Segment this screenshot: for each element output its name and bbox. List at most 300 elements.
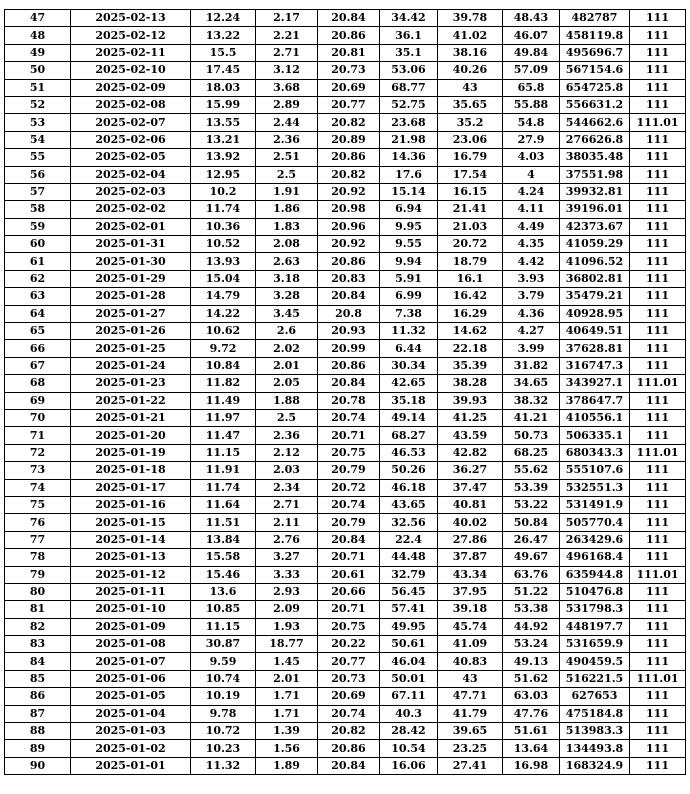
table-cell: 513983.3 [560,723,630,740]
table-cell: 41.09 [438,636,503,653]
table-cell: 44.92 [503,618,560,635]
table-cell: 41059.29 [560,236,630,253]
table-cell: 90 [5,757,71,774]
table-cell: 2025-01-05 [71,688,191,705]
table-cell: 111 [630,392,686,409]
table-cell: 14.79 [191,288,256,305]
table-cell: 10.2 [191,183,256,200]
table-cell: 42.65 [380,375,438,392]
table-cell: 111.01 [630,444,686,461]
table-cell: 84 [5,653,71,670]
table-cell: 2025-01-23 [71,375,191,392]
table-cell: 9.95 [380,218,438,235]
table-cell: 63.76 [503,566,560,583]
table-cell: 111 [630,253,686,270]
table-cell: 57.41 [380,601,438,618]
table-cell: 111 [630,583,686,600]
table-cell: 31.82 [503,357,560,374]
table-cell: 11.64 [191,496,256,513]
table-cell: 53.24 [503,636,560,653]
table-cell: 4.36 [503,305,560,322]
table-cell: 53.38 [503,601,560,618]
data-table-container [4,9,685,775]
table-row [5,653,686,670]
table-cell: 39.93 [438,392,503,409]
table-cell: 1.89 [256,757,318,774]
table-cell: 16.29 [438,305,503,322]
table-cell: 39932.81 [560,183,630,200]
table-cell: 47.76 [503,705,560,722]
table-cell: 41.02 [438,27,503,44]
table-cell: 20.79 [318,514,380,531]
table-cell: 41.25 [438,409,503,426]
table-cell: 10.52 [191,236,256,253]
table-cell: 111 [630,601,686,618]
table-cell: 34.42 [380,10,438,27]
table-row [5,10,686,27]
table-cell: 48.43 [503,10,560,27]
table-cell: 20.86 [318,357,380,374]
table-cell: 2.5 [256,166,318,183]
table-cell: 20.71 [318,427,380,444]
table-cell: 32.79 [380,566,438,583]
table-cell: 43.59 [438,427,503,444]
table-cell: 627653 [560,688,630,705]
table-row [5,149,686,166]
table-cell: 2.21 [256,27,318,44]
table-cell: 10.23 [191,740,256,757]
table-cell: 111 [630,44,686,61]
table-cell: 45.74 [438,618,503,635]
table-cell: 111.01 [630,566,686,583]
table-cell: 56 [5,166,71,183]
table-cell: 567154.6 [560,62,630,79]
table-cell: 20.61 [318,566,380,583]
table-cell: 40928.95 [560,305,630,322]
table-cell: 13.6 [191,583,256,600]
table-cell: 2025-02-10 [71,62,191,79]
table-cell: 2025-01-21 [71,409,191,426]
table-cell: 263429.6 [560,531,630,548]
table-cell: 4.35 [503,236,560,253]
table-cell: 506335.1 [560,427,630,444]
table-cell: 111 [630,323,686,340]
table-cell: 1.45 [256,653,318,670]
table-cell: 2025-01-16 [71,496,191,513]
table-cell: 34.65 [503,375,560,392]
table-cell: 46.53 [380,444,438,461]
table-cell: 2.93 [256,583,318,600]
table-cell: 28.42 [380,723,438,740]
table-cell: 40.83 [438,653,503,670]
table-cell: 15.14 [380,183,438,200]
table-cell: 85 [5,670,71,687]
table-cell: 111 [630,549,686,566]
table-row [5,740,686,757]
table-cell: 531491.9 [560,496,630,513]
table-cell: 2025-02-08 [71,96,191,113]
table-cell: 49 [5,44,71,61]
table-cell: 3.68 [256,79,318,96]
table-cell: 35479.21 [560,288,630,305]
table-cell: 50.84 [503,514,560,531]
table-row [5,479,686,496]
table-cell: 20.73 [318,62,380,79]
table-cell: 50 [5,62,71,79]
table-cell: 11.15 [191,444,256,461]
table-cell: 2.02 [256,340,318,357]
table-cell: 10.84 [191,357,256,374]
table-cell: 2025-02-01 [71,218,191,235]
table-cell: 22.4 [380,531,438,548]
table-cell: 111.01 [630,670,686,687]
table-cell: 87 [5,705,71,722]
table-cell: 15.46 [191,566,256,583]
table-cell: 82 [5,618,71,635]
table-cell: 2025-01-20 [71,427,191,444]
table-cell: 2025-01-22 [71,392,191,409]
table-cell: 10.85 [191,601,256,618]
table-row [5,670,686,687]
table-cell: 39.65 [438,723,503,740]
table-cell: 2025-02-05 [71,149,191,166]
table-cell: 111 [630,10,686,27]
table-cell: 20.82 [318,723,380,740]
table-cell: 17.6 [380,166,438,183]
table-row [5,79,686,96]
table-cell: 111 [630,618,686,635]
table-cell: 1.56 [256,740,318,757]
table-cell: 51.62 [503,670,560,687]
table-cell: 2025-01-09 [71,618,191,635]
table-cell: 276626.8 [560,131,630,148]
table-cell: 20.84 [318,288,380,305]
table-cell: 41096.52 [560,253,630,270]
table-cell: 111.01 [630,375,686,392]
table-cell: 55.88 [503,96,560,113]
table-cell: 57.09 [503,62,560,79]
table-row [5,131,686,148]
table-cell: 40.02 [438,514,503,531]
table-cell: 40.26 [438,62,503,79]
table-cell: 2.34 [256,479,318,496]
table-row [5,757,686,774]
table-cell: 9.59 [191,653,256,670]
table-cell: 475184.8 [560,705,630,722]
table-cell: 23.06 [438,131,503,148]
table-cell: 1.91 [256,183,318,200]
table-cell: 11.97 [191,409,256,426]
table-cell: 2.12 [256,444,318,461]
table-cell: 2025-01-19 [71,444,191,461]
table-cell: 3.28 [256,288,318,305]
table-cell: 5.91 [380,270,438,287]
table-cell: 20.73 [318,670,380,687]
table-cell: 4.49 [503,218,560,235]
table-cell: 2025-01-02 [71,740,191,757]
table-cell: 111 [630,636,686,653]
table-cell: 2.01 [256,357,318,374]
table-cell: 490459.5 [560,653,630,670]
table-cell: 4.11 [503,201,560,218]
table-cell: 482787 [560,10,630,27]
table-cell: 9.72 [191,340,256,357]
table-cell: 55 [5,149,71,166]
table-cell: 78 [5,549,71,566]
table-cell: 20.84 [318,375,380,392]
table-cell: 168324.9 [560,757,630,774]
table-cell: 11.91 [191,462,256,479]
table-cell: 111 [630,462,686,479]
table-cell: 111 [630,688,686,705]
table-cell: 13.92 [191,149,256,166]
table-cell: 83 [5,636,71,653]
table-cell: 111 [630,27,686,44]
table-row [5,27,686,44]
table-cell: 86 [5,688,71,705]
table-cell: 54.8 [503,114,560,131]
table-cell: 458119.8 [560,27,630,44]
table-cell: 14.36 [380,149,438,166]
table-cell: 2025-02-13 [71,10,191,27]
table-cell: 111 [630,427,686,444]
table-cell: 20.84 [318,757,380,774]
table-cell: 52.75 [380,96,438,113]
table-cell: 111 [630,96,686,113]
table-cell: 2.44 [256,114,318,131]
table-cell: 20.82 [318,114,380,131]
table-cell: 20.78 [318,392,380,409]
table-cell: 49.84 [503,44,560,61]
table-cell: 20.8 [318,305,380,322]
table-cell: 495696.7 [560,44,630,61]
table-row [5,636,686,653]
table-cell: 15.58 [191,549,256,566]
table-cell: 13.64 [503,740,560,757]
table-cell: 2025-01-25 [71,340,191,357]
table-row [5,549,686,566]
table-cell: 88 [5,723,71,740]
table-cell: 2.08 [256,236,318,253]
table-cell: 60 [5,236,71,253]
table-cell: 37628.81 [560,340,630,357]
table-cell: 51.22 [503,583,560,600]
table-cell: 111 [630,409,686,426]
table-cell: 61 [5,253,71,270]
table-cell: 49.14 [380,409,438,426]
table-row [5,253,686,270]
table-cell: 2.51 [256,149,318,166]
table-cell: 58 [5,201,71,218]
table-cell: 2.71 [256,44,318,61]
table-cell: 30.34 [380,357,438,374]
table-cell: 43 [438,670,503,687]
table-row [5,375,686,392]
table-cell: 14.22 [191,305,256,322]
table-cell: 2.09 [256,601,318,618]
table-cell: 555107.6 [560,462,630,479]
table-cell: 2025-01-26 [71,323,191,340]
table-cell: 20.89 [318,131,380,148]
table-cell: 2025-01-01 [71,757,191,774]
table-cell: 556631.2 [560,96,630,113]
table-cell: 2025-02-11 [71,44,191,61]
table-cell: 50.26 [380,462,438,479]
table-cell: 13.22 [191,27,256,44]
table-cell: 111 [630,531,686,548]
table-cell: 15.99 [191,96,256,113]
table-cell: 2025-01-08 [71,636,191,653]
table-cell: 4.03 [503,149,560,166]
table-cell: 2025-02-07 [71,114,191,131]
table-cell: 39196.01 [560,201,630,218]
table-cell: 654725.8 [560,79,630,96]
table-cell: 40649.51 [560,323,630,340]
table-row [5,323,686,340]
table-cell: 448197.7 [560,618,630,635]
table-cell: 11.74 [191,479,256,496]
table-cell: 20.75 [318,618,380,635]
table-row [5,183,686,200]
table-cell: 37.87 [438,549,503,566]
table-cell: 74 [5,479,71,496]
table-cell: 2025-01-11 [71,583,191,600]
table-cell: 544662.6 [560,114,630,131]
table-cell: 80 [5,583,71,600]
table-cell: 496168.4 [560,549,630,566]
table-cell: 32.56 [380,514,438,531]
table-cell: 17.54 [438,166,503,183]
table-cell: 27.9 [503,131,560,148]
table-cell: 63.03 [503,688,560,705]
table-cell: 2025-01-27 [71,305,191,322]
table-cell: 13.55 [191,114,256,131]
table-cell: 38.28 [438,375,503,392]
table-cell: 36.27 [438,462,503,479]
table-cell: 2.36 [256,427,318,444]
table-cell: 36802.81 [560,270,630,287]
table-cell: 2025-02-12 [71,27,191,44]
table-cell: 30.87 [191,636,256,653]
table-cell: 53.06 [380,62,438,79]
table-cell: 27.41 [438,757,503,774]
table-cell: 36.1 [380,27,438,44]
table-cell: 3.18 [256,270,318,287]
table-cell: 72 [5,444,71,461]
table-row [5,444,686,461]
table-cell: 42373.67 [560,218,630,235]
table-cell: 2025-01-24 [71,357,191,374]
table-row [5,218,686,235]
table-cell: 21.41 [438,201,503,218]
table-cell: 64 [5,305,71,322]
table-cell: 48 [5,27,71,44]
table-cell: 22.18 [438,340,503,357]
table-cell: 111 [630,62,686,79]
table-cell: 20.22 [318,636,380,653]
table-cell: 46.07 [503,27,560,44]
table-cell: 111 [630,131,686,148]
table-cell: 510476.8 [560,583,630,600]
table-cell: 42.82 [438,444,503,461]
table-cell: 2.76 [256,531,318,548]
table-cell: 6.99 [380,288,438,305]
table-cell: 20.92 [318,236,380,253]
table-cell: 68 [5,375,71,392]
table-cell: 531659.9 [560,636,630,653]
table-cell: 46.18 [380,479,438,496]
table-cell: 11.32 [191,757,256,774]
table-cell: 20.71 [318,601,380,618]
table-cell: 2025-02-02 [71,201,191,218]
table-cell: 38.32 [503,392,560,409]
table-cell: 505770.4 [560,514,630,531]
table-cell: 1.39 [256,723,318,740]
table-cell: 35.18 [380,392,438,409]
table-cell: 35.65 [438,96,503,113]
table-cell: 66 [5,340,71,357]
table-cell: 43.34 [438,566,503,583]
table-cell: 52 [5,96,71,113]
table-cell: 20.72 [318,479,380,496]
table-cell: 2025-01-15 [71,514,191,531]
table-cell: 343927.1 [560,375,630,392]
table-cell: 531798.3 [560,601,630,618]
table-cell: 35.1 [380,44,438,61]
table-cell: 37551.98 [560,166,630,183]
table-cell: 3.45 [256,305,318,322]
table-cell: 50.01 [380,670,438,687]
table-cell: 35.39 [438,357,503,374]
table-cell: 3.93 [503,270,560,287]
table-cell: 2025-01-12 [71,566,191,583]
table-cell: 2025-02-09 [71,79,191,96]
table-cell: 111 [630,305,686,322]
table-cell: 20.74 [318,705,380,722]
table-cell: 134493.8 [560,740,630,757]
table-row [5,427,686,444]
table-cell: 111 [630,236,686,253]
table-cell: 67.11 [380,688,438,705]
table-cell: 43.65 [380,496,438,513]
table-cell: 38035.48 [560,149,630,166]
table-cell: 18.03 [191,79,256,96]
table-cell: 20.99 [318,340,380,357]
table-row [5,288,686,305]
table-cell: 68.25 [503,444,560,461]
table-cell: 111 [630,201,686,218]
table-row [5,236,686,253]
table-cell: 55.62 [503,462,560,479]
table-cell: 9.55 [380,236,438,253]
table-cell: 53.22 [503,496,560,513]
table-cell: 2025-01-03 [71,723,191,740]
table-cell: 35.2 [438,114,503,131]
table-cell: 20.74 [318,409,380,426]
table-cell: 40.81 [438,496,503,513]
table-cell: 2.17 [256,10,318,27]
table-cell: 2025-01-30 [71,253,191,270]
table-cell: 13.84 [191,531,256,548]
table-cell: 50.73 [503,427,560,444]
table-cell: 2025-01-06 [71,670,191,687]
table-cell: 635944.8 [560,566,630,583]
table-cell: 111 [630,340,686,357]
table-cell: 70 [5,409,71,426]
table-cell: 21.98 [380,131,438,148]
table-cell: 111 [630,270,686,287]
table-row [5,566,686,583]
